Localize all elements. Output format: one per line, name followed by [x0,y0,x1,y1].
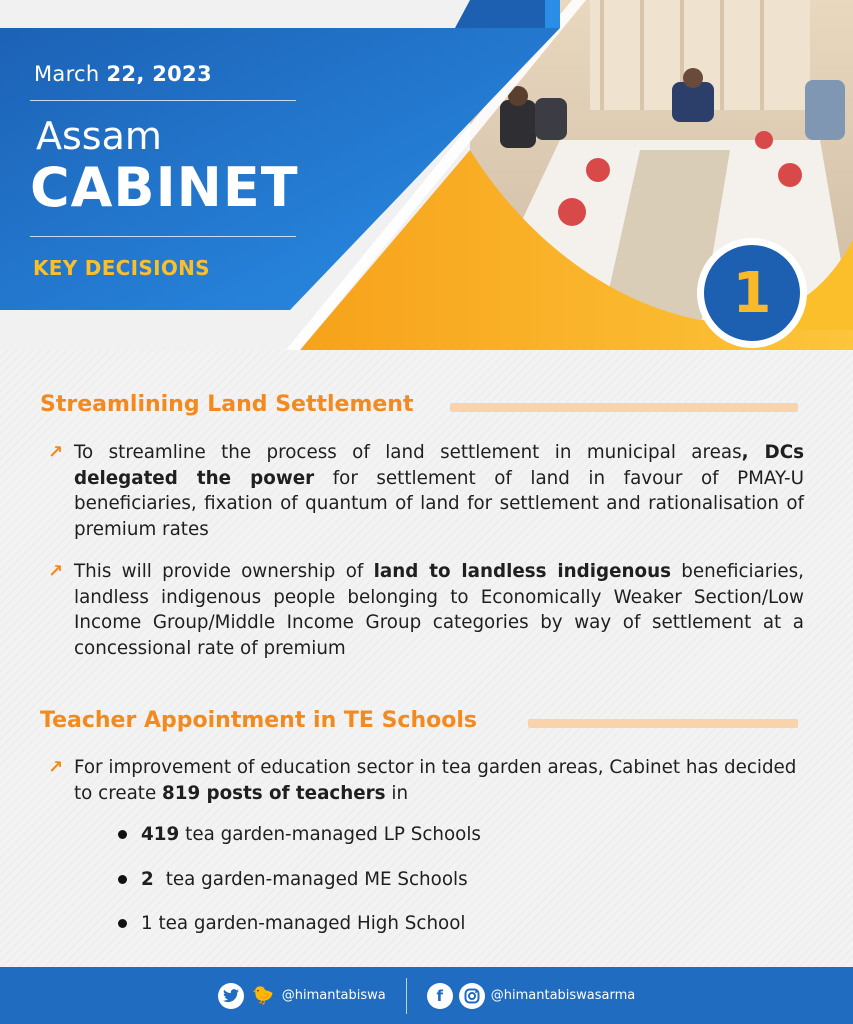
header-divider-top [30,100,296,101]
footer-divider [406,978,407,1014]
sub-list-item: 2 tea garden-managed ME Schools [118,869,468,890]
bullet-text: For improvement of education sector in tea garden areas, Cabinet has decided to create 819 posts of teachers in [74,757,797,804]
section-title-teacher-appointment: Teacher Appointment in TE Schools [40,708,477,733]
page-number-badge: 1 [697,238,807,348]
section-title-land-settlement: Streamlining Land Settlement [40,392,414,417]
list-item [48,440,804,542]
instagram-icon[interactable] [459,983,485,1009]
sub-list-item: 1 tea garden-managed High School [118,913,466,934]
sub-list-item: 419 tea garden-managed LP Schools [118,824,481,845]
bullet-text: This will provide ownership of land to landless indigenous beneficiaries, landless indigenous people belonging to Economically Weaker Section/Low Income Group/Middle Income Group categories by way of settlement at a concessional rate of premium [74,561,804,659]
section-title-bar [528,719,798,728]
bullet-dot [118,919,127,928]
facebook-icon[interactable]: f [427,983,453,1009]
twitter-icon[interactable] [218,983,244,1009]
list-item [48,755,804,806]
bullet-dot [118,875,127,884]
social-group-twitter-koo [218,983,386,1009]
handle-twitter[interactable]: @himantabiswa [281,988,386,1003]
arrow-up-right-icon: ↗ [48,757,64,778]
bullet-text: To streamline the process of land settlement in municipal areas, DCs delegated the power for settlement of land in favour of PMAY-U beneficiaries, fixation of quantum of land for settlement and rationalisation of premium rates [74,442,804,540]
header-divider-bottom [30,236,296,237]
koo-icon[interactable]: 🐤 [251,985,274,1006]
title-cabinet: CABINET [30,156,299,219]
arrow-up-right-icon: ↗ [48,561,64,582]
date-day-year: 22, 2023 [106,62,212,86]
social-footer [0,967,853,1024]
meeting-date [34,62,212,86]
social-group-facebook-instagram [427,983,636,1009]
date-month: March [34,62,100,86]
arrow-up-right-icon: ↗ [48,442,64,463]
bullet-dot [118,830,127,839]
list-item [48,559,804,661]
title-assam: Assam [36,114,162,158]
section-title-bar [450,403,798,412]
subtitle-key-decisions: KEY DECISIONS [33,256,210,280]
handle-facebook-instagram[interactable]: @himantabiswasarma [490,988,636,1003]
header-banner [0,0,853,350]
